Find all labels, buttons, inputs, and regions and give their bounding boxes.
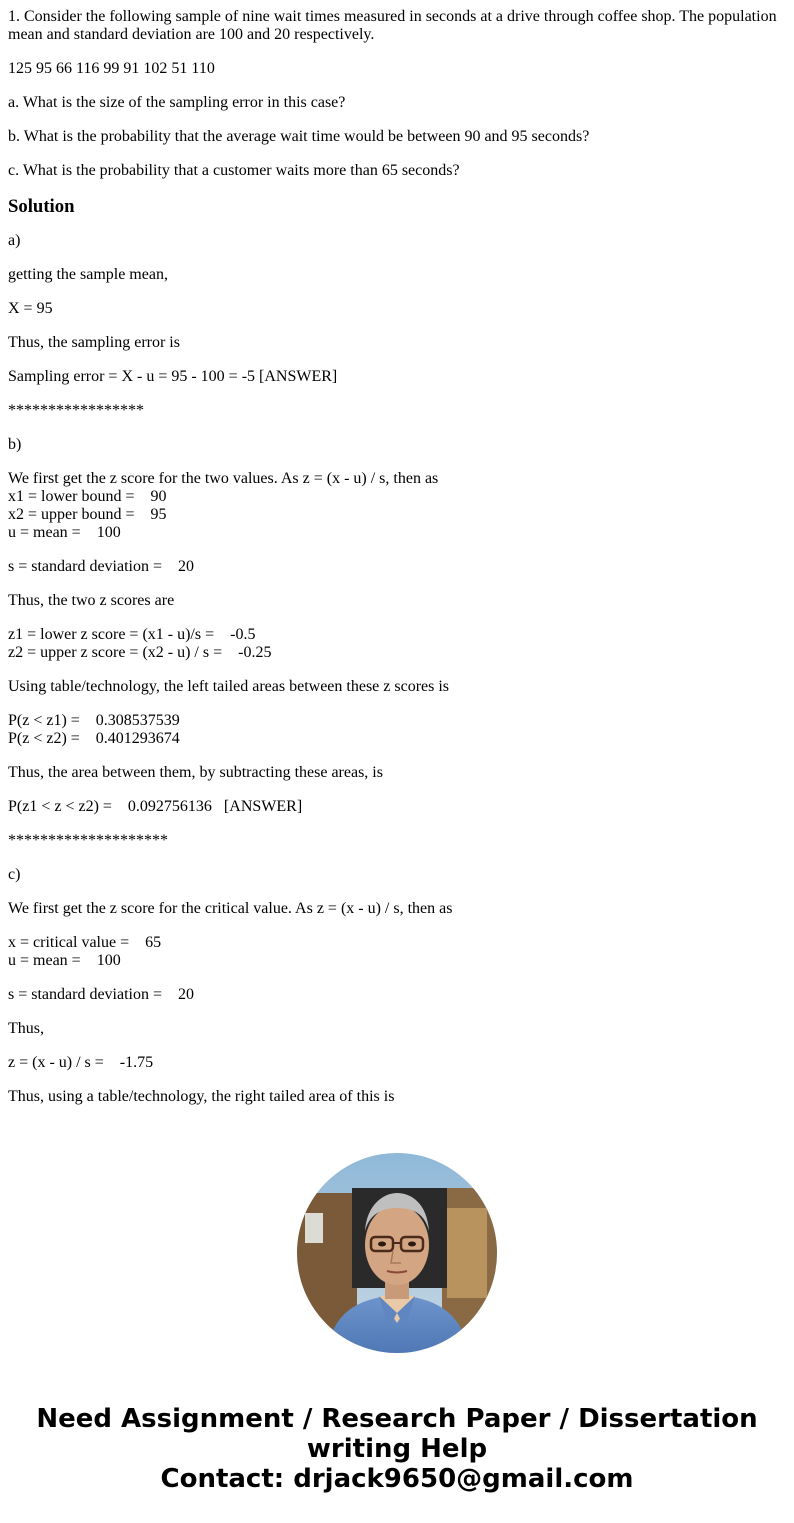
separator: ***************** [8, 402, 144, 419]
std-dev: s = standard deviation = 20 [8, 986, 195, 1003]
z1-score: z1 = lower z score = (x1 - u)/s = -0.5 [8, 626, 256, 643]
profile-photo [297, 1153, 497, 1353]
part-b-label: b) [8, 436, 22, 453]
promo-line: Need Assignment / Research Paper / Dissertation [36, 1404, 758, 1434]
area-z2: P(z < z2) = 0.401293674 [8, 730, 180, 747]
part-b-line: We first get the z score for the two values. As z = (x - u) / s, then as [8, 470, 439, 487]
part-c-line: Thus, using a table/technology, the right tailed area of this is [8, 1088, 395, 1105]
upper-bound: x2 = upper bound = 95 [8, 506, 167, 523]
part-b-block [8, 470, 788, 542]
z2-score: z2 = upper z score = (x2 - u) / s = -0.25 [8, 644, 272, 661]
part-a-line: getting the sample mean, [8, 266, 168, 283]
part-a-label: a) [8, 232, 21, 249]
question-b: b. What is the probability that the average wait time would be between 90 and 95 seconds? [8, 128, 590, 145]
sample-values: 125 95 66 116 99 91 102 51 110 [8, 60, 215, 77]
separator: ******************** [8, 832, 168, 849]
solution-heading: Solution [8, 196, 75, 217]
areas-block [8, 712, 788, 748]
part-c-line: Thus, [8, 1020, 44, 1037]
part-b-line: Using table/technology, the left tailed areas between these z scores is [8, 678, 450, 695]
sampling-error-answer: Sampling error = X - u = 95 - 100 = -5 [ANSWER] [8, 368, 338, 385]
question-c: c. What is the probability that a customer waits more than 65 seconds? [8, 162, 460, 179]
critical-block [8, 934, 788, 970]
part-b-line: Thus, the two z scores are [8, 592, 175, 609]
lower-bound: x1 = lower bound = 90 [8, 488, 167, 505]
critical-value: x = critical value = 65 [8, 934, 162, 951]
promo-line: writing Help [306, 1434, 488, 1464]
part-a-line: Thus, the sampling error is [8, 334, 180, 351]
contact-email: Contact: drjack9650@gmail.com [160, 1464, 634, 1494]
document-body [8, 8, 788, 1123]
sample-mean: X = 95 [8, 300, 53, 317]
question-intro: 1. Consider the following sample of nine wait times measured in seconds at a drive through coffee shop. The population mean and standard deviation are 100 and 20 respectively. [8, 8, 777, 43]
part-c-line: We first get the z score for the critical value. As z = (x - u) / s, then as [8, 900, 453, 917]
part-c-label: c) [8, 866, 21, 883]
question-a: a. What is the size of the sampling error in this case? [8, 94, 346, 111]
std-dev: s = standard deviation = 20 [8, 558, 195, 575]
area-z1: P(z < z1) = 0.308537539 [8, 712, 180, 729]
mean-value: u = mean = 100 [8, 524, 121, 541]
promo-footer [0, 1404, 794, 1494]
probability-answer: P(z1 < z < z2) = 0.092756136 [ANSWER] [8, 798, 303, 815]
mean-value: u = mean = 100 [8, 952, 121, 969]
z-score: z = (x - u) / s = -1.75 [8, 1054, 154, 1071]
part-b-line: Thus, the area between them, by subtracting these areas, is [8, 764, 383, 781]
z-scores-block [8, 626, 788, 662]
